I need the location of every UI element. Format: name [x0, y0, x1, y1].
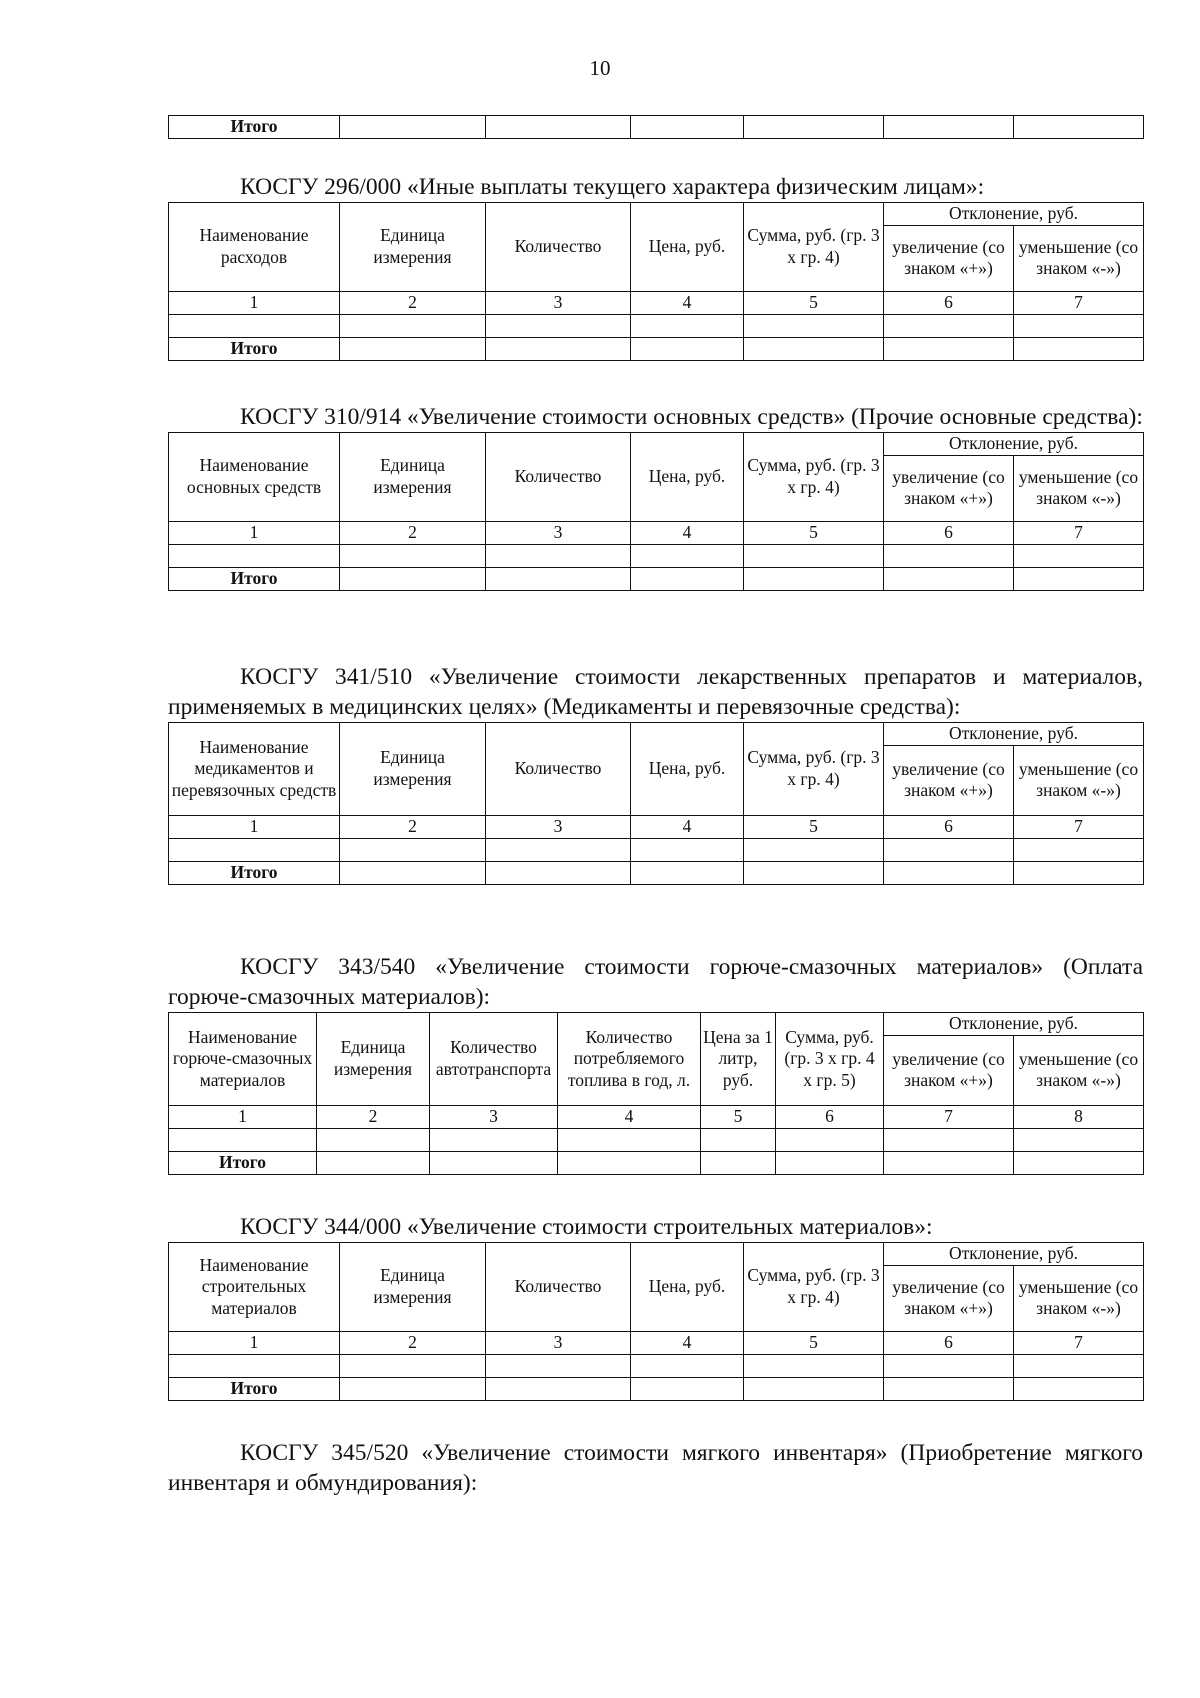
- section-heading: КОСГУ 343/540 «Увеличение стоимости горюче-смазочных материалов» (Оплата горюче-смазочных материалов):: [168, 954, 1143, 1010]
- col-number: 5: [744, 291, 884, 314]
- header-vehicles: Количество автотранспорта: [430, 1013, 558, 1106]
- header-unit: Единица измерения: [340, 433, 486, 522]
- col-number: 6: [776, 1105, 884, 1128]
- col-number: 2: [340, 291, 486, 314]
- col-number: 1: [169, 1331, 340, 1354]
- col-number: 5: [744, 521, 884, 544]
- col-number: 7: [1014, 1331, 1144, 1354]
- col-number: 2: [340, 1331, 486, 1354]
- header-name: Наименование расходов: [169, 203, 340, 292]
- col-number: 3: [486, 1331, 631, 1354]
- header-unit: Единица измерения: [340, 1243, 486, 1332]
- total-label: Итого: [169, 116, 340, 139]
- header-deviation: Отклонение, руб.: [884, 1013, 1144, 1036]
- col-number: 7: [1014, 815, 1144, 838]
- top-table: [168, 115, 1143, 139]
- col-number: 5: [744, 1331, 884, 1354]
- header-increase: увеличение (со знаком «+»): [884, 1035, 1014, 1105]
- col-number: 4: [631, 291, 744, 314]
- header-price: Цена, руб.: [631, 433, 744, 522]
- header-sum: Сумма, руб. (гр. 3 х гр. 4 х гр. 5): [776, 1013, 884, 1106]
- header-decrease: уменьшение (со знаком «-»): [1014, 455, 1144, 521]
- col-number: 2: [340, 815, 486, 838]
- total-label: Итого: [169, 337, 340, 360]
- header-decrease: уменьшение (со знаком «-»): [1014, 745, 1144, 815]
- section-341: [168, 662, 1143, 885]
- header-qty: Количество: [486, 203, 631, 292]
- header-unit: Единица измерения: [340, 203, 486, 292]
- section-310: [168, 402, 1143, 591]
- header-increase: увеличение (со знаком «+»): [884, 1265, 1014, 1331]
- col-number: 7: [1014, 291, 1144, 314]
- section-heading: КОСГУ 345/520 «Увеличение стоимости мягкого инвентаря» (Приобретение мягкого инвентаря и обмундирования):: [168, 1440, 1143, 1496]
- col-number: 1: [169, 815, 340, 838]
- total-label: Итого: [169, 1151, 317, 1174]
- header-fuel: Количество потребляемого топлива в год, л.: [558, 1013, 701, 1106]
- section-343: [168, 952, 1143, 1175]
- header-decrease: уменьшение (со знаком «-»): [1014, 1265, 1144, 1331]
- col-number: 1: [169, 291, 340, 314]
- total-label: Итого: [169, 567, 340, 590]
- col-number: 5: [744, 815, 884, 838]
- header-increase: увеличение (со знаком «+»): [884, 455, 1014, 521]
- header-qty: Количество: [486, 1243, 631, 1332]
- section-heading: КОСГУ 341/510 «Увеличение стоимости лекарственных препаратов и материалов, применяемых в медицинских целях» (Медикаменты и перевязочные средства):: [168, 664, 1143, 720]
- col-number: 2: [317, 1105, 430, 1128]
- header-unit: Единица измерения: [340, 723, 486, 816]
- header-qty: Количество: [486, 433, 631, 522]
- header-qty: Количество: [486, 723, 631, 816]
- medicine-table: [168, 722, 1144, 885]
- header-price: Цена, руб.: [631, 723, 744, 816]
- header-decrease: уменьшение (со знаком «-»): [1014, 225, 1144, 291]
- header-price: Цена, руб.: [631, 1243, 744, 1332]
- section-296: [168, 172, 1143, 361]
- page-number: 10: [589, 56, 611, 80]
- col-number: 6: [884, 815, 1014, 838]
- col-number: 5: [701, 1105, 776, 1128]
- col-number: 3: [486, 815, 631, 838]
- section-heading: КОСГУ 296/000 «Иные выплаты текущего характера физическим лицам»:: [240, 174, 985, 200]
- header-increase: увеличение (со знаком «+»): [884, 225, 1014, 291]
- header-name: Наименование медикаментов и перевязочных средств: [169, 723, 340, 816]
- header-deviation: Отклонение, руб.: [884, 1243, 1144, 1266]
- header-increase: увеличение (со знаком «+»): [884, 745, 1014, 815]
- section-heading: КОСГУ 344/000 «Увеличение стоимости строительных материалов»:: [240, 1214, 933, 1240]
- building-materials-table: [168, 1242, 1144, 1401]
- header-sum: Сумма, руб. (гр. 3 х гр. 4): [744, 203, 884, 292]
- header-name: Наименование основных средств: [169, 433, 340, 522]
- col-number: 8: [1014, 1105, 1144, 1128]
- col-number: 4: [558, 1105, 701, 1128]
- header-sum: Сумма, руб. (гр. 3 х гр. 4): [744, 433, 884, 522]
- header-decrease: уменьшение (со знаком «-»): [1014, 1035, 1144, 1105]
- col-number: 4: [631, 815, 744, 838]
- fixed-assets-table: [168, 432, 1144, 591]
- col-number: 4: [631, 1331, 744, 1354]
- col-number: 1: [169, 1105, 317, 1128]
- total-label: Итого: [169, 1377, 340, 1400]
- col-number: 3: [430, 1105, 558, 1128]
- col-number: 1: [169, 521, 340, 544]
- header-deviation: Отклонение, руб.: [884, 203, 1144, 226]
- col-number: 7: [884, 1105, 1014, 1128]
- header-unit: Единица измерения: [317, 1013, 430, 1106]
- fuel-table: [168, 1012, 1144, 1175]
- header-deviation: Отклонение, руб.: [884, 433, 1144, 456]
- col-number: 3: [486, 291, 631, 314]
- header-price: Цена за 1 литр, руб.: [701, 1013, 776, 1106]
- col-number: 3: [486, 521, 631, 544]
- header-name: Наименование строительных материалов: [169, 1243, 340, 1332]
- col-number: 6: [884, 521, 1014, 544]
- col-number: 7: [1014, 521, 1144, 544]
- section-345: [168, 1438, 1143, 1498]
- section-344: [168, 1212, 1143, 1401]
- header-name: Наименование горюче-смазочных материалов: [169, 1013, 317, 1106]
- col-number: 2: [340, 521, 486, 544]
- header-sum: Сумма, руб. (гр. 3 х гр. 4): [744, 1243, 884, 1332]
- header-deviation: Отклонение, руб.: [884, 723, 1144, 746]
- total-label: Итого: [169, 861, 340, 884]
- col-number: 6: [884, 291, 1014, 314]
- header-price: Цена, руб.: [631, 203, 744, 292]
- expense-table: [168, 202, 1144, 361]
- col-number: 4: [631, 521, 744, 544]
- col-number: 6: [884, 1331, 1014, 1354]
- header-sum: Сумма, руб. (гр. 3 х гр. 4): [744, 723, 884, 816]
- section-heading: КОСГУ 310/914 «Увеличение стоимости основных средств» (Прочие основные средства):: [240, 404, 1143, 430]
